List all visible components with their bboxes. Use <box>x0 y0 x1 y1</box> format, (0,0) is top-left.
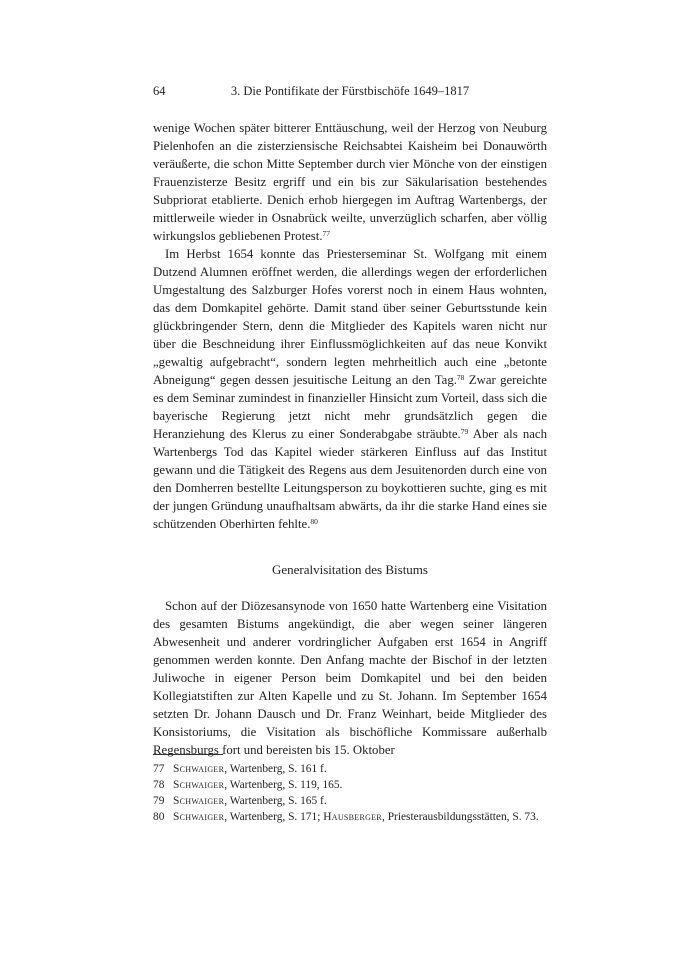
footnote-author: Schwaiger <box>173 763 225 775</box>
page-number: 64 <box>153 84 166 98</box>
footnote-reference: 79 <box>460 427 469 436</box>
paragraph-visitation <box>153 597 547 759</box>
footnote-reference: 77 <box>322 229 331 238</box>
main-text-block <box>153 119 547 533</box>
section-text-block <box>153 597 547 759</box>
footnote-77 <box>153 761 547 777</box>
footnote-text-2: , Priesterausbildungsstätten, S. 73. <box>382 811 539 823</box>
running-title: 3. Die Pontifikate der Fürstbischöfe 1649–1817 <box>230 84 470 98</box>
footnotes <box>153 761 547 825</box>
footnote-80 <box>153 809 547 825</box>
footnote-author: Schwaiger <box>173 811 225 823</box>
footnote-number: 77 <box>153 763 165 775</box>
footnote-text: , Wartenberg, S. 171; <box>224 811 324 823</box>
footnote-number: 79 <box>153 795 165 807</box>
paragraph-text: wenige Wochen später bitterer Enttäuschung, weil der Herzog von Neuburg Pielenhofen an die zisterziensische Reichsabtei Kaisheim bei Donauwörth veräußerte, die schon Mitte September durch vier Mönche von der einstigen Frauenzisterze Besitz ergriff und ein bis zur Säkularisation bestehendes Subpriorat etablierte. Denich erhob hiergegen im Auftrag Wartenbergs, der mittlerweile wieder in Osnabrück weilte, unverzüglich scharfen, aber völlig wirkungslos gebliebenen Protest. <box>153 121 547 243</box>
footnote-text: , Wartenberg, S. 165 f. <box>224 795 327 807</box>
footnote-author: Schwaiger <box>173 795 225 807</box>
footnote-divider <box>153 754 223 755</box>
footnote-79 <box>153 793 547 809</box>
footnote-text: , Wartenberg, S. 119, 165. <box>224 779 343 791</box>
paragraph-continued <box>153 119 547 245</box>
paragraph-text: Aber als nach Wartenbergs Tod das Kapitel wieder stärkeren Einfluss auf das Institut gewann und die Tätigkeit des Regens aus dem Jesuitenorden durch eine von den Domherren bestellte Leitungsperson zu boykottieren suchte, ging es mit der jungen Gründung unaufhaltsam abwärts, da ihr die starke Hand eines sie schützenden Oberhirten fehlte. <box>153 427 547 531</box>
paragraph-text: Schon auf der Diözesansynode von 1650 hatte Wartenberg eine Visitation des gesamten Bistums angekündigt, die aber wegen seiner längeren Abwesenheit und anderer vordringlicher Aufgaben erst 1654 in Angriff genommen werden konnte. Den Anfang machte der Bischof in der letzten Juliwoche in eigener Person beim Domkapitel und bei den beiden Kollegiatstiften zur Alten Kapelle und zu St. Johann. Im September 1654 setzten Dr. Johann Dausch und Dr. Franz Weinhart, beide Mitglieder des Konsistoriums, die Visitation als bischöfliche Kommissare außerhalb Regensburgs fort und bereisten bis 15. Oktober <box>153 599 547 757</box>
paragraph-seminary <box>153 245 547 533</box>
footnote-78 <box>153 777 547 793</box>
footnote-number: 80 <box>153 811 165 823</box>
section-heading: Generalvisitation des Bistums <box>272 562 428 577</box>
page-header <box>153 84 547 100</box>
footnote-reference: 78 <box>456 373 465 382</box>
paragraph-text: Im Herbst 1654 konnte das Priesterseminar St. Wolfgang mit einem Dutzend Alumnen eröffnet werden, die allerdings wegen der erforderlichen Umgestaltung des Salzburger Hofes vorerst noch in einem Haus wohnten, das dem Domkapitel gehörte. Damit stand über seiner Geburtsstunde kein glückbringender Stern, denn die Mitglieder des Kapitels waren nicht nur über die Beschneidung ihrer Einflussmöglichkeiten auf das neue Konvikt „gewaltig aufgebracht“, sondern legten mehrheitlich auch eine „betonte Abneigung“ gegen dessen jesuitische Leitung an den Tag. <box>153 247 547 387</box>
footnote-reference: 80 <box>310 517 318 526</box>
footnote-number: 78 <box>153 779 165 791</box>
footnote-author-2: Hausberger <box>323 811 383 823</box>
footnote-text: , Wartenberg, S. 161 f. <box>224 763 327 775</box>
footnote-author: Schwaiger <box>173 779 225 791</box>
paragraph-text: Zwar gereichte es dem Seminar zumindest in finanzieller Hinsicht zum Vorteil, dass sich die bayerische Regierung jetzt nicht mehr grundsätzlich gegen die Heranziehung des Klerus zu einer Sonderabgabe sträubte. <box>153 373 547 441</box>
